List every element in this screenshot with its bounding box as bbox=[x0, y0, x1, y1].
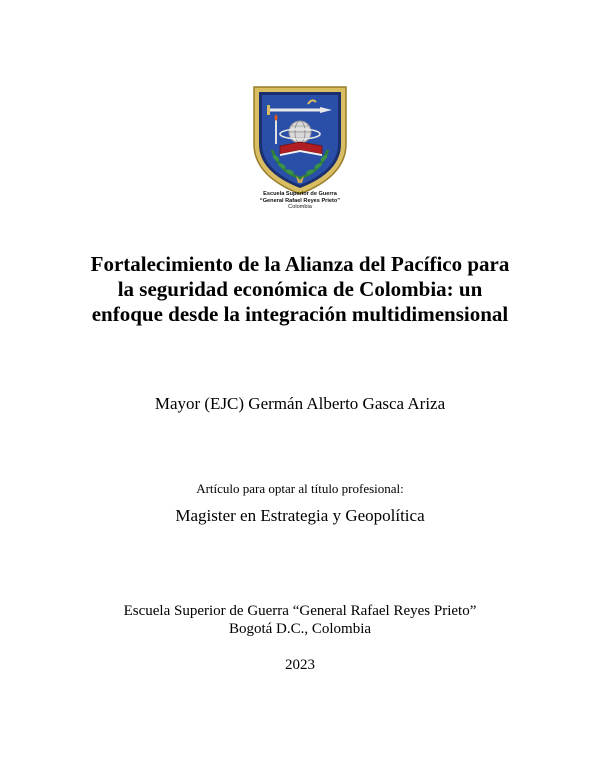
document-title bbox=[40, 252, 560, 327]
publication-year: 2023 bbox=[285, 657, 315, 673]
title-line-1: Fortalecimiento de la Alianza del Pacífico para bbox=[90, 252, 510, 276]
crest-caption-line3: Colombia bbox=[288, 204, 312, 211]
title-line-2: la seguridad económica de Colombia: un bbox=[117, 277, 483, 301]
article-purpose-label: Artículo para optar al título profesional: bbox=[196, 481, 404, 496]
city-location: Bogotá D.C., Colombia bbox=[228, 621, 372, 637]
title-line-3: enfoque desde la integración multidimensional bbox=[91, 302, 509, 326]
crest-caption bbox=[230, 191, 370, 211]
crest-caption-line2: “General Rafael Reyes Prieto” bbox=[259, 197, 341, 204]
author-name: Mayor (EJC) Germán Alberto Gasca Ariza bbox=[154, 394, 446, 413]
degree-title: Magister en Estrategia y Geopolítica bbox=[175, 506, 425, 525]
crest-caption-line1: Escuela Superior de Guerra bbox=[263, 191, 337, 197]
institution-name: Escuela Superior de Guerra “General Rafael Reyes Prieto” bbox=[123, 603, 477, 619]
